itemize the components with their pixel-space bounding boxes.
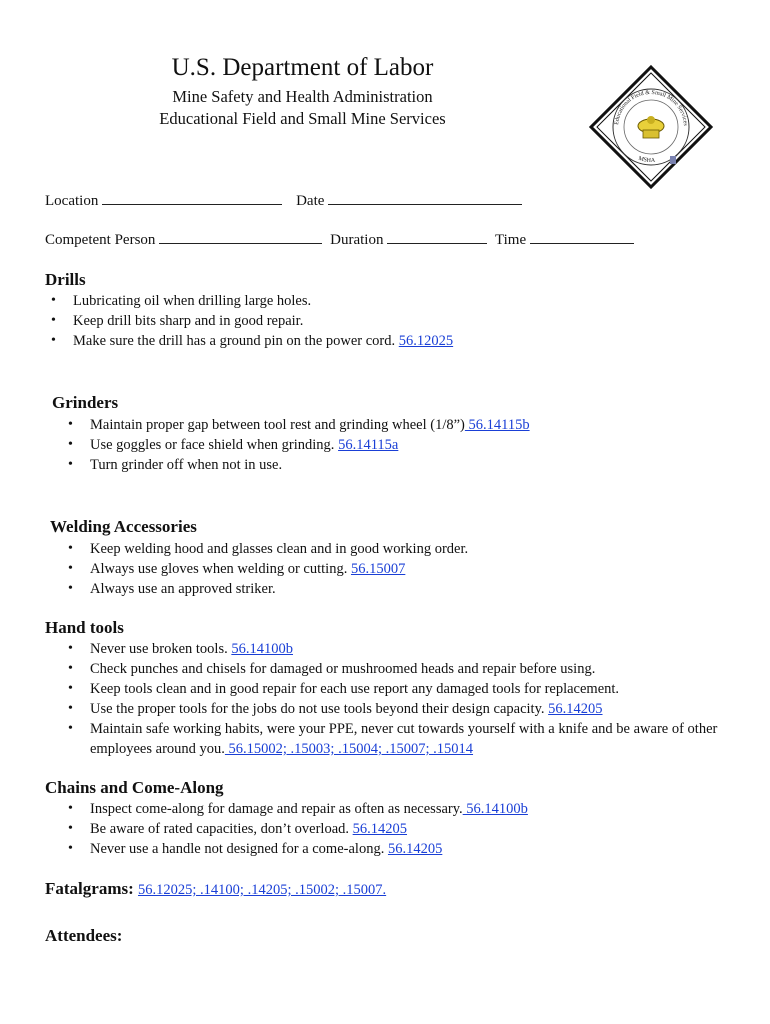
welding-list: [62, 539, 468, 599]
duration-label: Duration: [330, 232, 384, 248]
seal-bottom-text: MSHA: [637, 155, 656, 165]
list-item: • Lubricating oil when drilling large holes.: [45, 291, 453, 311]
seal-text: Educational Field & Small Mine Services: [614, 89, 688, 127]
date-label: Date: [296, 193, 325, 209]
regulation-link[interactable]: 56.12025: [398, 333, 454, 349]
list-item: • Turn grinder off when not in use.: [62, 455, 530, 475]
list-item: • Use goggles or face shield when grinding. 56.14115a: [62, 435, 530, 455]
hand-tools-heading: Hand tools: [45, 618, 124, 637]
grinders-list: [62, 415, 530, 475]
location-date-row: [45, 192, 526, 210]
list-item: • Check punches and chisels for damaged or mushroomed heads and repair before using.: [62, 659, 742, 679]
regulation-link[interactable]: 56.15002; .15003; .15004; .15007; .15014: [224, 741, 474, 757]
regulation-link[interactable]: 56.15007: [350, 561, 406, 577]
location-field[interactable]: [102, 192, 282, 205]
list-item: • Never use a handle not designed for a come-along. 56.14205: [62, 839, 528, 859]
regulation-link[interactable]: 56.14205: [387, 841, 443, 857]
fatalgrams-label: Fatalgrams:: [45, 879, 134, 898]
duration-field[interactable]: [387, 231, 487, 244]
regulation-link[interactable]: 56.14115a: [338, 437, 399, 453]
list-item: • Use the proper tools for the jobs do not use tools beyond their design capacity. 56.14205: [62, 699, 742, 719]
miner-seal-icon: [588, 64, 714, 190]
list-item: • Keep tools clean and in good repair for each use report any damaged tools for replacement.: [62, 679, 742, 699]
chains-heading: Chains and Come-Along: [45, 778, 224, 797]
list-item: • Always use gloves when welding or cutting. 56.15007: [62, 559, 468, 579]
fatalgrams-row: [45, 879, 386, 899]
hand-tools-list: [62, 639, 742, 759]
competent-person-field[interactable]: [159, 231, 322, 244]
drills-heading: Drills: [45, 270, 86, 289]
list-item: • Be aware of rated capacities, don’t overload. 56.14205: [62, 819, 528, 839]
agency-name: Mine Safety and Health Administration: [172, 87, 433, 106]
regulation-link[interactable]: 56.14100b: [231, 641, 293, 657]
list-item: • Keep welding hood and glasses clean and in good working order.: [62, 539, 468, 559]
person-duration-row: [45, 231, 638, 249]
grinders-heading: Grinders: [52, 393, 119, 412]
list-item: • Inspect come-along for damage and repair as often as necessary. 56.14100b: [62, 799, 528, 819]
list-item: • Always use an approved striker.: [62, 579, 468, 599]
attendees-heading: Attendees:: [45, 926, 123, 945]
regulation-link[interactable]: 56.14205: [548, 701, 603, 717]
page-title: U.S. Department of Labor: [171, 54, 434, 81]
list-item: • Maintain safe working habits, were your PPE, never cut towards yourself with a knife and be aware of other employees around you. 56.15002; .15003; .15004; .15007; .15014: [62, 719, 742, 759]
location-label: Location: [45, 193, 99, 209]
regulation-link[interactable]: 56.14100b: [462, 801, 528, 817]
list-item: • Keep drill bits sharp and in good repair.: [45, 311, 453, 331]
regulation-link[interactable]: 56.14205: [352, 821, 408, 837]
program-name: Educational Field and Small Mine Services: [159, 109, 446, 128]
regulation-link[interactable]: 56.14115b: [464, 417, 530, 433]
welding-heading: Welding Accessories: [50, 517, 197, 536]
drills-list: [45, 291, 453, 351]
list-item: • Maintain proper gap between tool rest and grinding wheel (1/8”) 56.14115b: [62, 415, 530, 435]
time-field[interactable]: [530, 231, 634, 244]
list-item: • Make sure the drill has a ground pin on the power cord. 56.12025: [45, 331, 453, 351]
time-label: Time: [494, 232, 527, 248]
date-field[interactable]: [328, 192, 522, 205]
competent-person-label: Competent Person: [45, 232, 156, 248]
fatalgrams-link[interactable]: 56.12025; .14100; .14205; .15002; .15007.: [138, 882, 387, 898]
list-item: • Never use broken tools. 56.14100b: [62, 639, 742, 659]
chains-list: [62, 799, 528, 859]
